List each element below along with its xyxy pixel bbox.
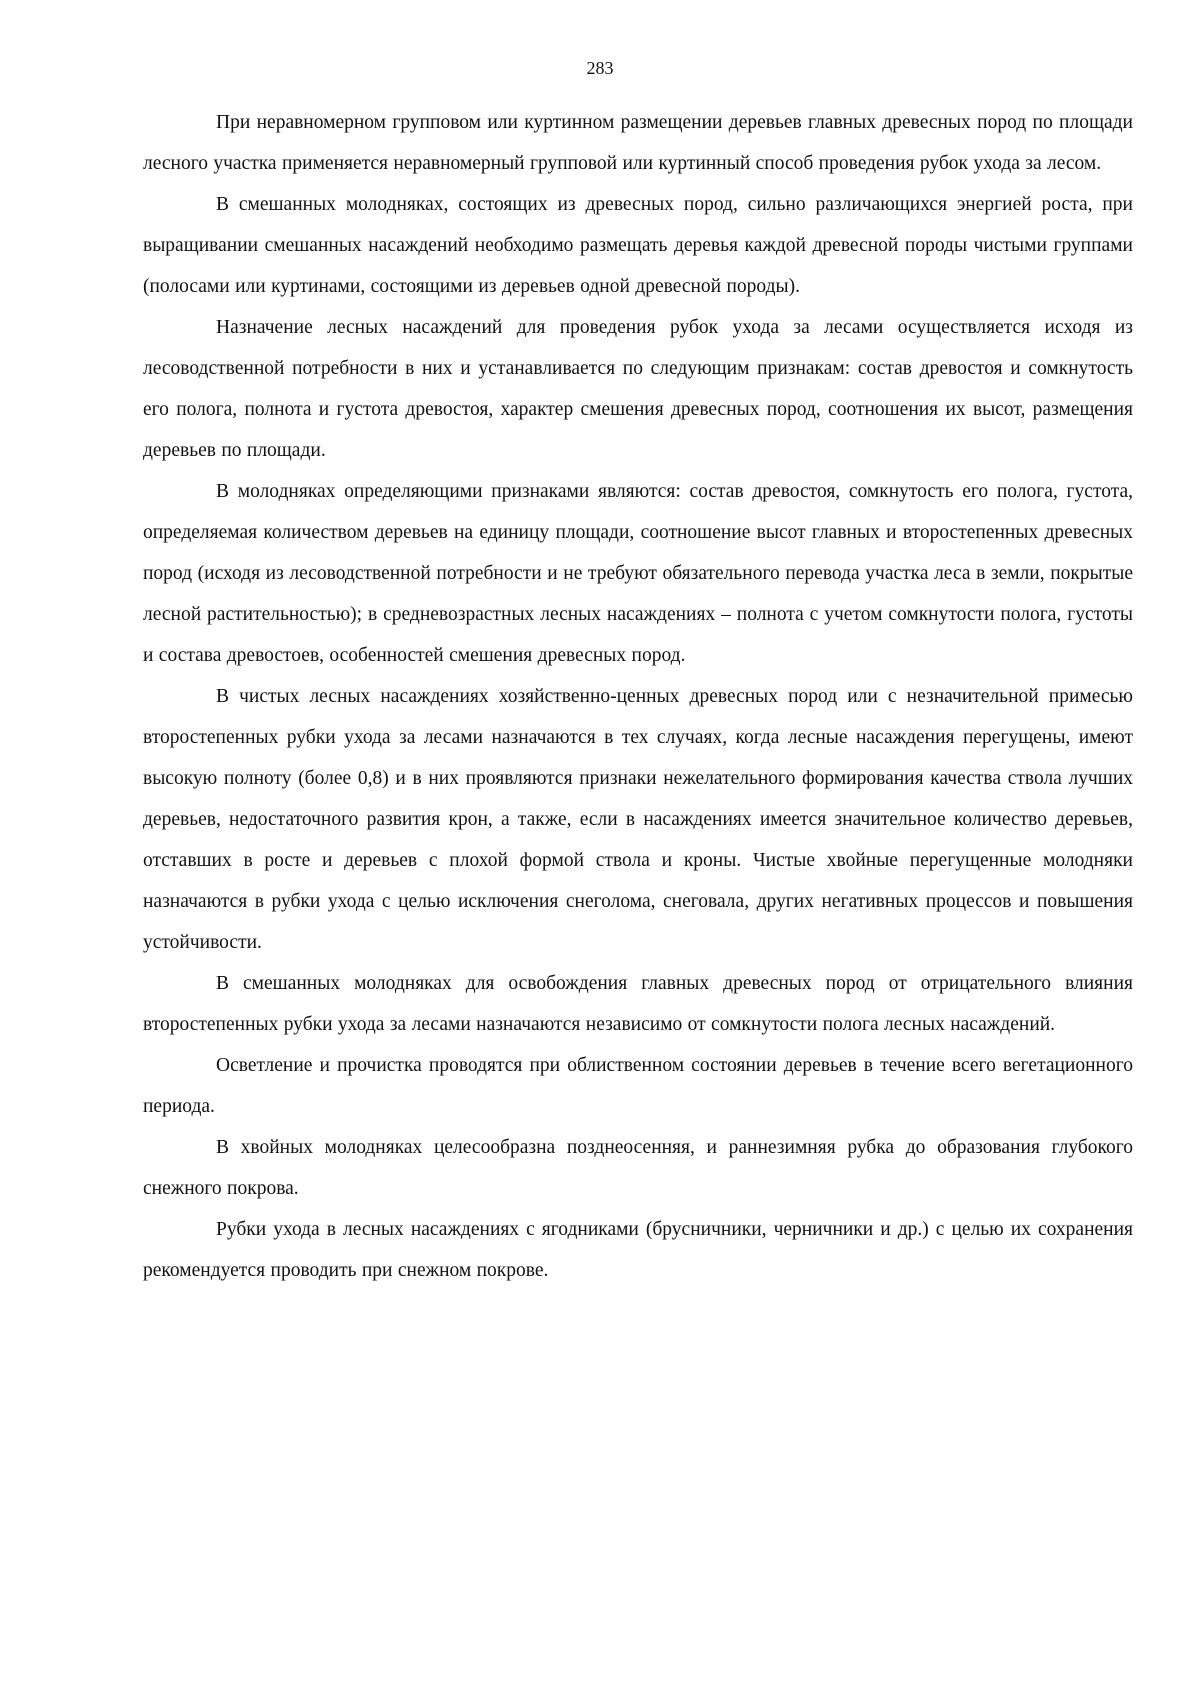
paragraph-2: В смешанных молодняках, состоящих из древесных пород, сильно различающихся энергией роста, при выращивании смешанных насаждений необходимо размещать деревья каждой древесной породы чистыми группами (полосами или куртинами, состоящими из деревьев одной древесной породы). <box>143 194 1133 297</box>
paragraph-4: В молодняках определяющими признаками являются: состав древостоя, сомкнутость его полога, густота, определяемая количеством деревьев на единицу площади, соотношение высот главных и второстепенных древесных пород (исходя из лесоводственной потребности и не требуют обязательного перевода участка леса в земли, покрытые лесной растительностью); в средневозрастных лесных насаждениях – полнота с учетом сомкнутости полога, густоты и состава древостоев, особенностей смешения древесных пород. <box>143 481 1133 666</box>
paragraph-1: При неравномерном групповом или куртинном размещении деревьев главных древесных пород по площади лесного участка применяется неравномерный групповой или куртинный способ проведения рубок ухода за лесом. <box>143 112 1133 174</box>
paragraph-3: Назначение лесных насаждений для проведения рубок ухода за лесами осуществляется исходя из лесоводственной потребности в них и устанавливается по следующим признакам: состав древостоя и сомкнутость его полога, полнота и густота древостоя, характер смешения древесных пород, соотношения их высот, размещения деревьев по площади. <box>143 317 1133 461</box>
paragraph-5: В чистых лесных насаждениях хозяйственно-ценных древесных пород или с незначительной примесью второстепенных рубки ухода за лесами назначаются в тех случаях, когда лесные насаждения перегущены, имеют высокую полноту (более 0,8) и в них проявляются признаки нежелательного формирования качества ствола лучших деревьев, недостаточного развития крон, а также, если в насаждениях имеется значительное количество деревьев, отставших в росте и деревьев с плохой формой ствола и кроны. Чистые хвойные перегущенные молодняки назначаются в рубки ухода с целью исключения снеголома, снеговала, других негативных процессов и повышения устойчивости. <box>143 686 1133 953</box>
body-text <box>143 102 1133 1291</box>
paragraph-6: В смешанных молодняках для освобождения главных древесных пород от отрицательного влияния второстепенных рубки ухода за лесами назначаются независимо от сомкнутости полога лесных насаждений. <box>143 973 1133 1035</box>
page-number: 283 <box>586 58 614 78</box>
paragraph-7: Осветление и прочистка проводятся при облиственном состоянии деревьев в течение всего вегетационного периода. <box>143 1055 1133 1117</box>
paragraph-9: Рубки ухода в лесных насаждениях с ягодниками (брусничники, черничники и др.) с целью их сохранения рекомендуется проводить при снежном покрове. <box>143 1219 1133 1281</box>
paragraph-8: В хвойных молодняках целесообразна позднеосенняя, и раннезимняя рубка до образования глубокого снежного покрова. <box>143 1137 1133 1199</box>
